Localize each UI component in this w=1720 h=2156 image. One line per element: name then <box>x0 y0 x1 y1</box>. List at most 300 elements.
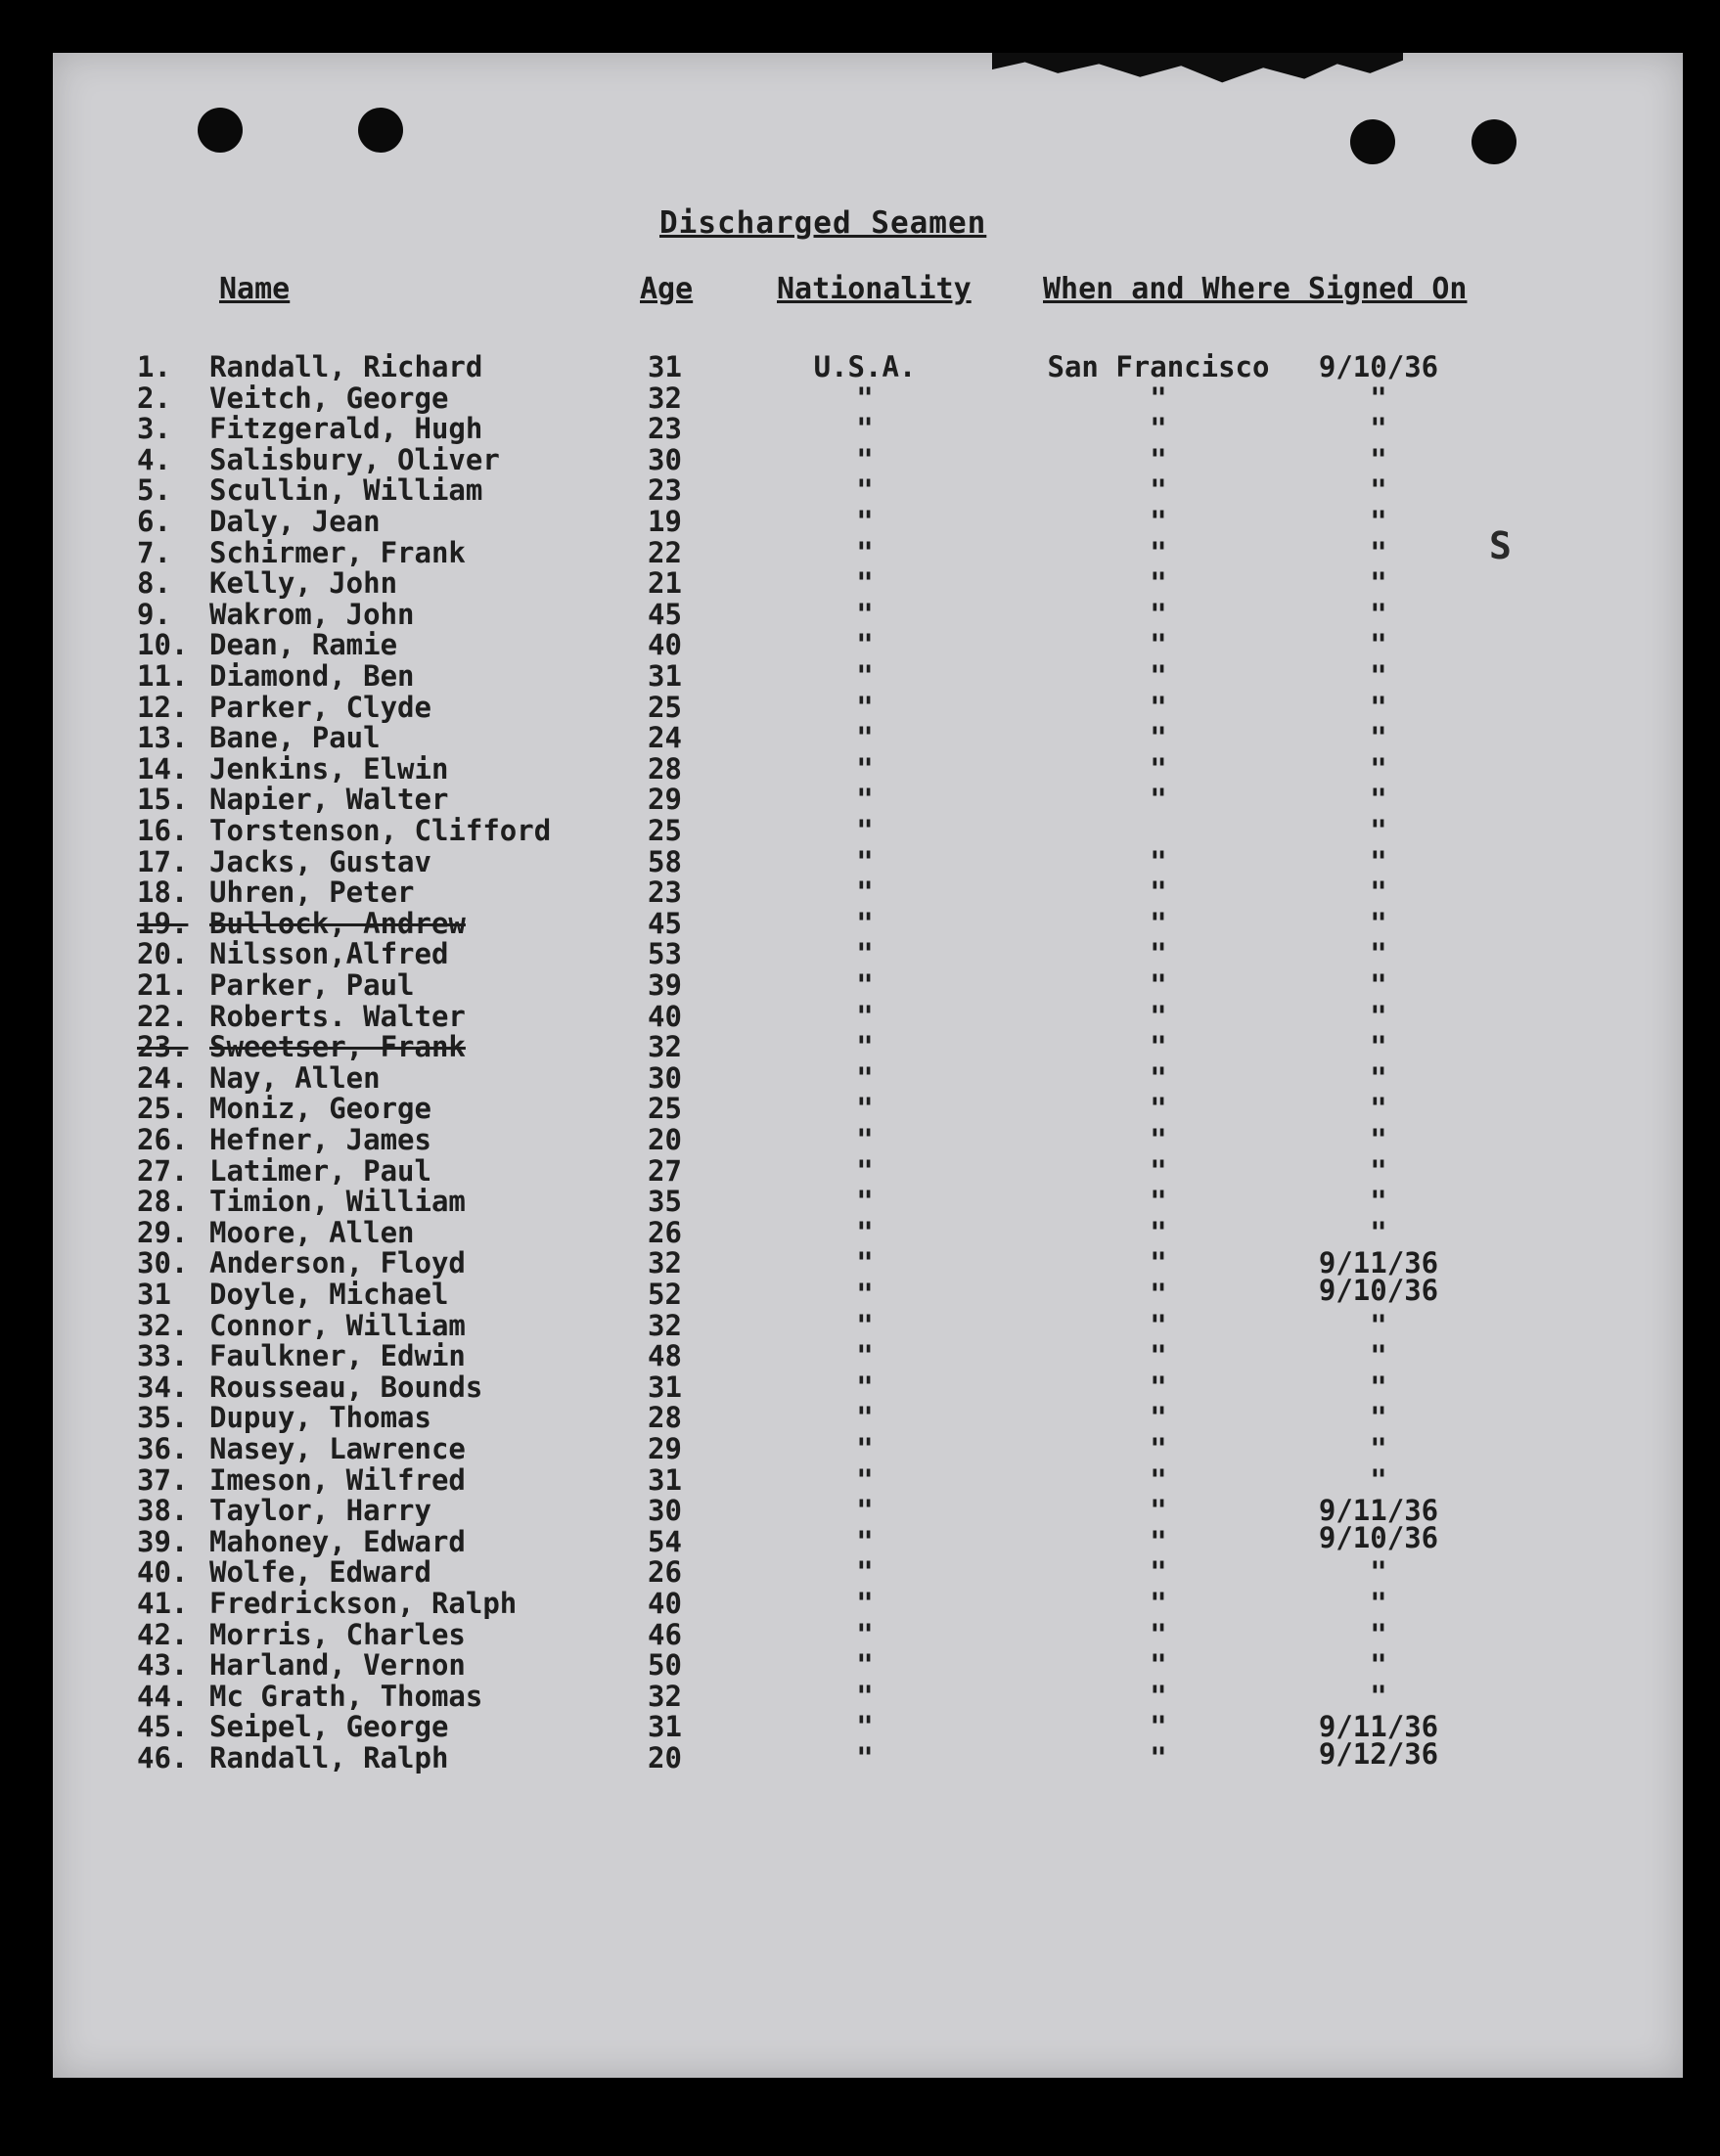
seaman-name: Hefner, James <box>209 1123 431 1156</box>
signed-on-place: " <box>1150 1060 1167 1095</box>
signed-on-place: " <box>1150 1648 1167 1683</box>
row-number: 37. <box>137 1462 189 1497</box>
row-number: 36. <box>137 1432 189 1465</box>
signed-on-place: " <box>1150 721 1167 755</box>
row-number: 38. <box>137 1494 189 1528</box>
seaman-name: Faulkner, Edwin <box>209 1339 466 1373</box>
seaman-nationality: " <box>856 783 874 817</box>
seaman-nationality: " <box>856 751 874 786</box>
signed-on-place: " <box>1150 1617 1167 1651</box>
seaman-nationality: " <box>856 1370 874 1404</box>
seaman-name: Nilsson,Alfred <box>209 937 449 971</box>
signed-on-place: " <box>1150 1185 1167 1219</box>
signed-on-place: " <box>1150 412 1167 446</box>
seaman-age: 48 <box>648 1339 682 1373</box>
seaman-age: 26 <box>648 1555 682 1590</box>
signed-on-place: " <box>1150 473 1167 508</box>
row-number: 25. <box>137 1092 189 1126</box>
row-number: 20. <box>137 937 189 971</box>
seaman-nationality: " <box>856 1339 874 1373</box>
signed-on-date: " <box>1370 906 1387 940</box>
seaman-name: Connor, William <box>209 1308 466 1342</box>
signed-on-place: " <box>1150 1710 1167 1744</box>
row-number: 43. <box>137 1648 189 1683</box>
signed-on-date: " <box>1370 628 1387 662</box>
list-item <box>53 816 1683 846</box>
punch-hole-icon <box>358 108 403 153</box>
seaman-age: 20 <box>648 1123 682 1156</box>
signed-on-date: " <box>1370 442 1387 476</box>
row-number: 4. <box>137 442 171 476</box>
seaman-age: 45 <box>648 597 682 631</box>
row-number: 11. <box>137 659 189 693</box>
row-number: 14. <box>137 751 189 786</box>
seaman-nationality: " <box>856 1462 874 1497</box>
row-number: 29. <box>137 1215 189 1249</box>
list-item <box>53 414 1683 444</box>
seaman-name: Fredrickson, Ralph <box>209 1587 518 1620</box>
seaman-nationality: " <box>856 597 874 631</box>
list-item <box>53 1125 1683 1155</box>
signed-on-date: " <box>1370 1153 1387 1188</box>
seaman-age: 32 <box>648 1679 682 1713</box>
signed-on-place: " <box>1150 597 1167 631</box>
seaman-nationality: " <box>856 1617 874 1651</box>
list-item <box>53 1524 1683 1558</box>
signed-on-place: " <box>1150 1555 1167 1590</box>
row-number: 31 <box>137 1278 171 1311</box>
signed-on-date: " <box>1370 1432 1387 1465</box>
seaman-nationality: " <box>856 1401 874 1435</box>
list-item <box>53 1403 1683 1433</box>
seaman-nationality: " <box>856 628 874 662</box>
seaman-name: Randall, Ralph <box>209 1741 449 1774</box>
row-number: 22. <box>137 999 189 1033</box>
seaman-nationality: " <box>856 1278 874 1311</box>
seaman-age: 23 <box>648 473 682 508</box>
seaman-name: Nasey, Lawrence <box>209 1432 466 1465</box>
signed-on-place: " <box>1150 783 1167 817</box>
signed-on-place: San Francisco <box>1047 350 1270 383</box>
seaman-name: Rousseau, Bounds <box>209 1370 483 1404</box>
signed-on-date: " <box>1370 690 1387 724</box>
row-number: 15. <box>137 783 189 817</box>
list-item <box>53 785 1683 815</box>
signed-on-date: " <box>1370 381 1387 415</box>
signed-on-date: " <box>1370 1648 1387 1683</box>
signed-on-date: " <box>1370 1617 1387 1651</box>
seaman-name: Parker, Paul <box>209 968 415 1002</box>
seaman-name: Timion, William <box>209 1185 466 1219</box>
punch-hole-icon <box>1350 119 1395 164</box>
seaman-nationality: U.S.A. <box>813 350 917 383</box>
seaman-age: 53 <box>648 937 682 971</box>
seaman-name: Dean, Ramie <box>209 628 398 662</box>
seaman-name: Scullin, William <box>209 473 483 508</box>
seaman-nationality: " <box>856 1555 874 1590</box>
seaman-nationality: " <box>856 1741 874 1774</box>
seaman-name: Veitch, George <box>209 381 449 415</box>
seaman-age: 32 <box>648 1308 682 1342</box>
signed-on-place: " <box>1150 1494 1167 1528</box>
signed-on-date: " <box>1370 1587 1387 1620</box>
seaman-nationality: " <box>856 566 874 601</box>
signed-on-place: " <box>1150 999 1167 1033</box>
list-item <box>53 1557 1683 1588</box>
seaman-nationality: " <box>856 1587 874 1620</box>
list-item <box>53 1280 1683 1310</box>
seaman-name: Randall, Richard <box>209 350 483 383</box>
row-number: 19. <box>137 906 189 940</box>
signed-on-place: " <box>1150 1679 1167 1713</box>
signed-on-date-correction: 9/10/36 <box>1318 1274 1439 1308</box>
row-number: 41. <box>137 1587 189 1620</box>
seaman-name: Bane, Paul <box>209 721 381 755</box>
seaman-name: Salisbury, Oliver <box>209 442 500 476</box>
row-number: 5. <box>137 473 171 508</box>
seaman-age: 20 <box>648 1741 682 1774</box>
header-nationality: Nationality <box>777 272 972 306</box>
header-when-where: When and Where Signed On <box>1043 272 1468 306</box>
row-number: 3. <box>137 412 171 446</box>
seaman-age: 28 <box>648 1401 682 1435</box>
seaman-nationality: " <box>856 1215 874 1249</box>
list-item <box>53 475 1683 506</box>
row-number: 21. <box>137 968 189 1002</box>
signed-on-place: " <box>1150 968 1167 1002</box>
seaman-name: Morris, Charles <box>209 1617 466 1651</box>
list-item <box>53 1462 1683 1497</box>
signed-on-place: " <box>1150 505 1167 538</box>
list-item <box>53 661 1683 692</box>
list-item <box>53 877 1683 908</box>
row-number: 8. <box>137 566 171 601</box>
seaman-name: Moniz, George <box>209 1092 431 1126</box>
seaman-age: 39 <box>648 968 682 1002</box>
signed-on-place: " <box>1150 844 1167 878</box>
seaman-name: Nay, Allen <box>209 1060 381 1095</box>
seaman-age: 21 <box>648 566 682 601</box>
header-name: Name <box>219 272 291 306</box>
signed-on-date: " <box>1370 473 1387 508</box>
seaman-nationality: " <box>856 1648 874 1683</box>
row-number: 2. <box>137 381 171 415</box>
signed-on-place: " <box>1150 628 1167 662</box>
signed-on-place: " <box>1150 1432 1167 1465</box>
seaman-age: 29 <box>648 1432 682 1465</box>
seaman-name: Kelly, John <box>209 566 398 601</box>
row-number: 40. <box>137 1555 189 1590</box>
signed-on-place: " <box>1150 1246 1167 1280</box>
seaman-age: 40 <box>648 999 682 1033</box>
seaman-nationality: " <box>856 535 874 569</box>
seaman-nationality: " <box>856 906 874 940</box>
signed-on-place: " <box>1150 1123 1167 1156</box>
signed-on-date: " <box>1370 1462 1387 1497</box>
seaman-age: 23 <box>648 412 682 446</box>
row-number: 28. <box>137 1185 189 1219</box>
seaman-name: Moore, Allen <box>209 1215 415 1249</box>
row-number: 18. <box>137 876 189 910</box>
row-number: 35. <box>137 1401 189 1435</box>
seaman-name: Napier, Walter <box>209 783 449 817</box>
signed-on-place: " <box>1150 751 1167 786</box>
seaman-nationality: " <box>856 1494 874 1528</box>
seaman-age: 32 <box>648 381 682 415</box>
seaman-age: 35 <box>648 1185 682 1219</box>
signed-on-place: " <box>1150 1587 1167 1620</box>
signed-on-place: " <box>1150 1308 1167 1342</box>
row-number: 26. <box>137 1123 189 1156</box>
signed-on-date: " <box>1370 1401 1387 1435</box>
seaman-age: 28 <box>648 751 682 786</box>
seaman-age: 58 <box>648 844 682 878</box>
seaman-nationality: " <box>856 814 874 847</box>
list-item <box>53 1434 1683 1464</box>
seaman-name: Imeson, Wilfred <box>209 1462 466 1497</box>
seaman-name: Seipel, George <box>209 1710 449 1744</box>
signed-on-place: " <box>1150 1153 1167 1188</box>
signed-on-date: " <box>1370 721 1387 755</box>
signed-on-date: " <box>1370 1308 1387 1342</box>
list-item <box>53 352 1683 382</box>
signed-on-date: " <box>1370 1030 1387 1064</box>
row-number: 33. <box>137 1339 189 1373</box>
seaman-nationality: " <box>856 1185 874 1219</box>
signed-on-place: " <box>1150 1370 1167 1404</box>
row-number: 27. <box>137 1153 189 1188</box>
seaman-nationality: " <box>856 968 874 1002</box>
seaman-age: 45 <box>648 906 682 940</box>
list-item <box>53 1650 1683 1681</box>
row-number: 32. <box>137 1308 189 1342</box>
list-item <box>53 1032 1683 1062</box>
list-item <box>53 1215 1683 1249</box>
seaman-age: 25 <box>648 814 682 847</box>
seaman-age: 29 <box>648 783 682 817</box>
seaman-name: Mahoney, Edward <box>209 1524 466 1558</box>
seaman-name: Dupuy, Thomas <box>209 1401 431 1435</box>
signed-on-date: " <box>1370 1679 1387 1713</box>
seaman-nationality: " <box>856 442 874 476</box>
seaman-age: 26 <box>648 1215 682 1249</box>
seaman-age: 23 <box>648 876 682 910</box>
row-number: 13. <box>137 721 189 755</box>
seaman-age: 50 <box>648 1648 682 1683</box>
seaman-age: 40 <box>648 1587 682 1620</box>
list-item <box>53 1060 1683 1095</box>
seaman-nationality: " <box>856 1092 874 1126</box>
seaman-name: Sweetser, Frank <box>209 1030 466 1064</box>
signed-on-date: " <box>1370 1215 1387 1249</box>
seaman-nationality: " <box>856 659 874 693</box>
signed-on-date-correction: 9/10/36 <box>1318 1521 1439 1555</box>
signed-on-place: " <box>1150 1462 1167 1497</box>
seaman-age: 32 <box>648 1030 682 1064</box>
seaman-age: 25 <box>648 690 682 724</box>
row-number: 45. <box>137 1710 189 1744</box>
signed-on-date: 9/10/36 <box>1318 350 1439 383</box>
seaman-age: 31 <box>648 350 682 383</box>
signed-on-place: " <box>1150 1401 1167 1435</box>
signed-on-place: " <box>1150 876 1167 910</box>
row-number: 1. <box>137 350 171 383</box>
seaman-nationality: " <box>856 1060 874 1095</box>
list-item <box>53 1679 1683 1713</box>
list-item <box>53 1341 1683 1371</box>
seaman-nationality: " <box>856 1308 874 1342</box>
signed-on-place: " <box>1150 1092 1167 1126</box>
signed-on-place: " <box>1150 1524 1167 1558</box>
list-item <box>53 630 1683 660</box>
seaman-age: 31 <box>648 1370 682 1404</box>
signed-on-date: " <box>1370 597 1387 631</box>
seaman-name: Daly, Jean <box>209 505 381 538</box>
list-item <box>53 568 1683 599</box>
list-item <box>53 906 1683 940</box>
signed-on-date: " <box>1370 1555 1387 1590</box>
signed-on-place: " <box>1150 1215 1167 1249</box>
seaman-nationality: " <box>856 505 874 538</box>
list-item <box>53 1308 1683 1342</box>
signed-on-date-correction: 9/12/36 <box>1318 1737 1439 1772</box>
signed-on-date: " <box>1370 1370 1387 1404</box>
row-number: 30. <box>137 1246 189 1280</box>
signed-on-place: " <box>1150 442 1167 476</box>
signed-on-date: " <box>1370 566 1387 601</box>
row-number: 6. <box>137 505 171 538</box>
torn-edge <box>992 53 1403 90</box>
seaman-age: 24 <box>648 721 682 755</box>
row-number: 23. <box>137 1030 189 1064</box>
signed-on-place: " <box>1150 906 1167 940</box>
seaman-name: Jacks, Gustav <box>209 844 431 878</box>
seaman-age: 30 <box>648 442 682 476</box>
signed-on-date: " <box>1370 535 1387 569</box>
list-item <box>53 1589 1683 1619</box>
seaman-nationality: " <box>856 473 874 508</box>
signed-on-place: " <box>1150 1339 1167 1373</box>
signed-on-date: " <box>1370 937 1387 971</box>
row-number: 12. <box>137 690 189 724</box>
seaman-age: 19 <box>648 505 682 538</box>
row-number: 39. <box>137 1524 189 1558</box>
seaman-nationality: " <box>856 844 874 878</box>
seaman-name: Roberts. Walter <box>209 999 466 1033</box>
signed-on-place: " <box>1150 566 1167 601</box>
signed-on-date: 9/11/36 <box>1318 1494 1439 1528</box>
seaman-name: Latimer, Paul <box>209 1153 431 1188</box>
seaman-name: Torstenson, Clifford <box>209 814 552 847</box>
seaman-age: 31 <box>648 1710 682 1744</box>
signed-on-place: " <box>1150 381 1167 415</box>
seaman-nationality: " <box>856 1153 874 1188</box>
seaman-nationality: " <box>856 937 874 971</box>
signed-on-place: " <box>1150 937 1167 971</box>
list-item <box>53 1153 1683 1188</box>
punch-hole-icon <box>198 108 243 153</box>
list-item <box>53 723 1683 753</box>
seaman-nationality: " <box>856 412 874 446</box>
seaman-nationality: " <box>856 381 874 415</box>
seaman-age: 27 <box>648 1153 682 1188</box>
seaman-name: Wakrom, John <box>209 597 415 631</box>
list-item <box>53 939 1683 969</box>
row-number: 42. <box>137 1617 189 1651</box>
seaman-name: Bullock, Andrew <box>209 906 466 940</box>
signed-on-date: " <box>1370 505 1387 538</box>
seaman-age: 22 <box>648 535 682 569</box>
seaman-age: 30 <box>648 1060 682 1095</box>
punch-hole-icon <box>1471 119 1516 164</box>
row-number: 16. <box>137 814 189 847</box>
seaman-name: Anderson, Floyd <box>209 1246 466 1280</box>
signed-on-date: " <box>1370 1060 1387 1095</box>
row-number: 7. <box>137 535 171 569</box>
seaman-nationality: " <box>856 1524 874 1558</box>
signed-on-place: " <box>1150 1278 1167 1311</box>
seaman-name: Schirmer, Frank <box>209 535 466 569</box>
seaman-name: Fitzgerald, Hugh <box>209 412 483 446</box>
signed-on-date: " <box>1370 783 1387 817</box>
row-number: 34. <box>137 1370 189 1404</box>
seaman-name: Diamond, Ben <box>209 659 415 693</box>
seaman-nationality: " <box>856 1246 874 1280</box>
list-item <box>53 1372 1683 1403</box>
list-item <box>53 751 1683 786</box>
row-number: 17. <box>137 844 189 878</box>
seaman-age: 54 <box>648 1524 682 1558</box>
seaman-nationality: " <box>856 1432 874 1465</box>
list-item <box>53 507 1683 537</box>
seaman-age: 31 <box>648 659 682 693</box>
signed-on-place: " <box>1150 659 1167 693</box>
signed-on-date: " <box>1370 1123 1387 1156</box>
list-item <box>53 1187 1683 1217</box>
list-item <box>53 442 1683 476</box>
seaman-age: 25 <box>648 1092 682 1126</box>
seaman-nationality: " <box>856 1710 874 1744</box>
row-number: 46. <box>137 1741 189 1774</box>
list-item <box>53 999 1683 1033</box>
list-item <box>53 970 1683 1001</box>
row-number: 9. <box>137 597 171 631</box>
seaman-age: 30 <box>648 1494 682 1528</box>
page-title: Discharged Seamen <box>659 205 987 241</box>
signed-on-date: " <box>1370 814 1387 847</box>
seaman-nationality: " <box>856 999 874 1033</box>
list-item <box>53 535 1683 569</box>
seaman-name: Harland, Vernon <box>209 1648 466 1683</box>
signed-on-place: " <box>1150 535 1167 569</box>
seaman-age: 40 <box>648 628 682 662</box>
list-item <box>53 690 1683 724</box>
seaman-name: Taylor, Harry <box>209 1494 431 1528</box>
signed-on-date: " <box>1370 412 1387 446</box>
seaman-nationality: " <box>856 1030 874 1064</box>
signed-on-date: " <box>1370 751 1387 786</box>
seaman-age: 32 <box>648 1246 682 1280</box>
seaman-nationality: " <box>856 1679 874 1713</box>
signed-on-date: 9/11/36 <box>1318 1246 1439 1280</box>
list-item <box>53 1094 1683 1124</box>
signed-on-date: " <box>1370 1339 1387 1373</box>
seaman-age: 31 <box>648 1462 682 1497</box>
seaman-nationality: " <box>856 690 874 724</box>
signed-on-date: " <box>1370 659 1387 693</box>
seaman-age: 46 <box>648 1617 682 1651</box>
list-item <box>53 383 1683 414</box>
